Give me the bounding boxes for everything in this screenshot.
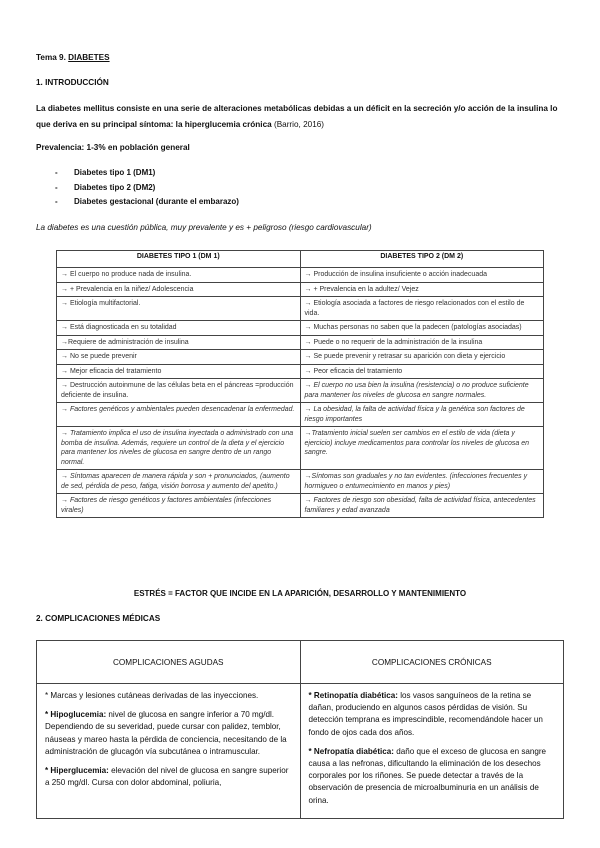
table-row	[57, 494, 544, 518]
stress-statement: ESTRÉS = FACTOR QUE INCIDE EN LA APARICIÓN, DESARROLLO Y MANTENIMIENTO	[133, 589, 467, 598]
list-item: - Diabetes gestacional (durante el embarazo)	[55, 197, 239, 206]
table-row	[57, 427, 544, 470]
table-cell: → No se puede prevenir	[57, 350, 301, 365]
table-cell: → + Prevalencia en la niñez/ Adolescencia	[57, 282, 301, 297]
item-text: daño que el exceso de glucosa en sangre causa a las nefronas, dificultando la eliminación de los desechos corporales por los riñones. Se puede detectar a través de la observación de presencia de microalbuminuria en un análisis de orina.	[308, 746, 547, 805]
table-cell: → Síntomas aparecen de manera rápida y son + pronunciados, (aumento de sed, pérdida de peso, fatiga, visión borrosa y aumento del apetito.)	[57, 470, 301, 494]
table-cell: → Factores de riesgo son obesidad, falta de actividad física, antecedentes familiares y edad avanzada	[300, 494, 544, 518]
section-heading-intro: 1. INTRODUCCIÓN	[36, 78, 109, 87]
table-cell: →Síntomas son graduales y no tan evidentes. (infecciones frecuentes y hormigueo o entumecimiento en manos y pies)	[300, 470, 544, 494]
item-term: * Nefropatía diabética:	[308, 746, 394, 756]
column-header-dm1: DIABETES TIPO 1 (DM 1)	[57, 251, 301, 268]
table-cell: → Factores de riesgo genéticos y factores ambientales (infecciones virales)	[57, 494, 301, 518]
acute-complications-cell	[37, 684, 301, 819]
definition-text: La diabetes mellitus consiste en una serie de alteraciones metabólicas debidas a un déficit en la secreción y/o acción de la insulina lo que deriva en su principal síntoma: la hiperglucemia crónica	[36, 104, 558, 129]
table-cell: → Se puede prevenir y retrasar su aparición con dieta y ejercicio	[300, 350, 544, 365]
table-cell: → Tratamiento implica el uso de insulina inyectada o administrado con una bomba de insulina. Además, requiere un control de la dieta y el ejercicio para mantener los niveles de glucosa en sangre dentro de un rango normal.	[57, 427, 301, 470]
dm-comparison-table	[56, 250, 544, 518]
complications-table	[36, 640, 564, 819]
table-cell: →Requiere de administración de insulina	[57, 335, 301, 350]
table-cell: → El cuerpo no usa bien la insulina (resistencia) o no produce suficiente para mantener los niveles de glucosa en sangre normales.	[300, 379, 544, 403]
list-item	[45, 690, 292, 702]
column-header-dm2: DIABETES TIPO 2 (DM 2)	[300, 251, 544, 268]
public-health-note: La diabetes es una cuestión pública, muy prevalente y es + peligroso (riesgo cardiovascular)	[36, 223, 372, 232]
section-heading-complications: 2. COMPLICACIONES MÉDICAS	[36, 614, 161, 623]
table-cell: → Puede o no requerir de la administración de la insulina	[300, 335, 544, 350]
list-item	[309, 746, 556, 807]
list-item-text: Diabetes tipo 2 (DM2)	[74, 182, 156, 192]
table-row	[37, 684, 564, 819]
item-text: elevación del nivel de glucosa en sangre superior a 250 mg/dl. Cursa con dolor abdominal, poliuria,	[45, 766, 289, 788]
topic-prefix: Tema 9.	[36, 53, 66, 62]
table-cell: → Peor eficacia del tratamiento	[300, 364, 544, 379]
table-row	[57, 403, 544, 427]
table-row	[57, 335, 544, 350]
topic-name: DIABETES	[68, 53, 110, 62]
list-item-text: Diabetes gestacional (durante el embarazo)	[74, 197, 239, 206]
table-row	[57, 282, 544, 297]
table-row	[57, 321, 544, 336]
citation: (Barrio, 2016)	[273, 120, 325, 129]
list-item	[45, 709, 292, 758]
table-row	[57, 379, 544, 403]
table-cell: → Mejor eficacia del tratamiento	[57, 364, 301, 379]
item-term: * Retinopatía diabética:	[308, 691, 398, 700]
item-text: nivel de glucosa en sangre inferior a 70 mg/dl. Dependiendo de su severidad, puede cursar con palidez, temblor, náuseas y mareo hasta la pérdida de conciencia, necesitando de la administración de glucagón vía subcutánea o intramuscular.	[45, 710, 287, 756]
table-cell: → Producción de insulina insuficiente o acción inadecuada	[300, 268, 544, 283]
column-header-acute: COMPLICACIONES AGUDAS	[37, 641, 301, 684]
topic-title	[36, 53, 110, 62]
table-cell: → Destrucción autoinmune de las células beta en el páncreas =producción deficiente de insulina.	[57, 379, 301, 403]
table-header-row	[57, 251, 544, 268]
table-cell: → Etiología asociada a factores de riesgo relacionados con el estilo de vida.	[300, 297, 544, 321]
prevalence-line: Prevalencia: 1-3% en población general	[36, 143, 190, 152]
list-item: - Diabetes tipo 1 (DM1)	[55, 168, 156, 177]
item-term: * Hipoglucemia:	[45, 710, 107, 720]
table-row	[57, 297, 544, 321]
table-header-row	[37, 641, 564, 684]
table-cell: → Muchas personas no saben que la padecen (patologías asociadas)	[300, 321, 544, 336]
table-cell: → Factores genéticos y ambientales pueden desencadenar la enfermedad.	[57, 403, 301, 427]
table-row	[57, 268, 544, 283]
table-row	[57, 350, 544, 365]
list-item	[45, 765, 292, 789]
item-text: los vasos sanguíneos de la retina se dañan, produciendo en algunos casos pérdidas de visión. Su detección temprana es imprescindible, recomendándole hacer un fondo de ojos cada dos años.	[308, 691, 543, 737]
definition-paragraph	[36, 101, 564, 133]
table-cell: →Tratamiento inicial suelen ser cambios en el estilo de vida (dieta y ejercicio) incluye medicamentos para controlar los niveles de glucosa en sangre.	[300, 427, 544, 470]
list-item	[309, 690, 556, 739]
chronic-complications-cell	[300, 684, 564, 819]
item-text: * Marcas y lesiones cutáneas derivadas de las inyecciones.	[45, 691, 259, 700]
table-cell: → La obesidad, la falta de actividad física y la genética son factores de riesgo importantes	[300, 403, 544, 427]
table-row	[57, 364, 544, 379]
diabetes-types-list	[55, 166, 239, 210]
table-cell: → Etiología multifactorial.	[57, 297, 301, 321]
list-item: - Diabetes tipo 2 (DM2)	[55, 182, 156, 192]
column-header-chronic: COMPLICACIONES CRÓNICAS	[300, 641, 564, 684]
table-cell: → El cuerpo no produce nada de insulina.	[57, 268, 301, 283]
list-item-text: Diabetes tipo 1 (DM1)	[74, 168, 156, 177]
item-term: * Hiperglucemia:	[45, 766, 109, 776]
table-cell: → Está diagnosticada en su totalidad	[57, 321, 301, 336]
table-cell: → + Prevalencia en la adultez/ Vejez	[300, 282, 544, 297]
table-row	[57, 470, 544, 494]
